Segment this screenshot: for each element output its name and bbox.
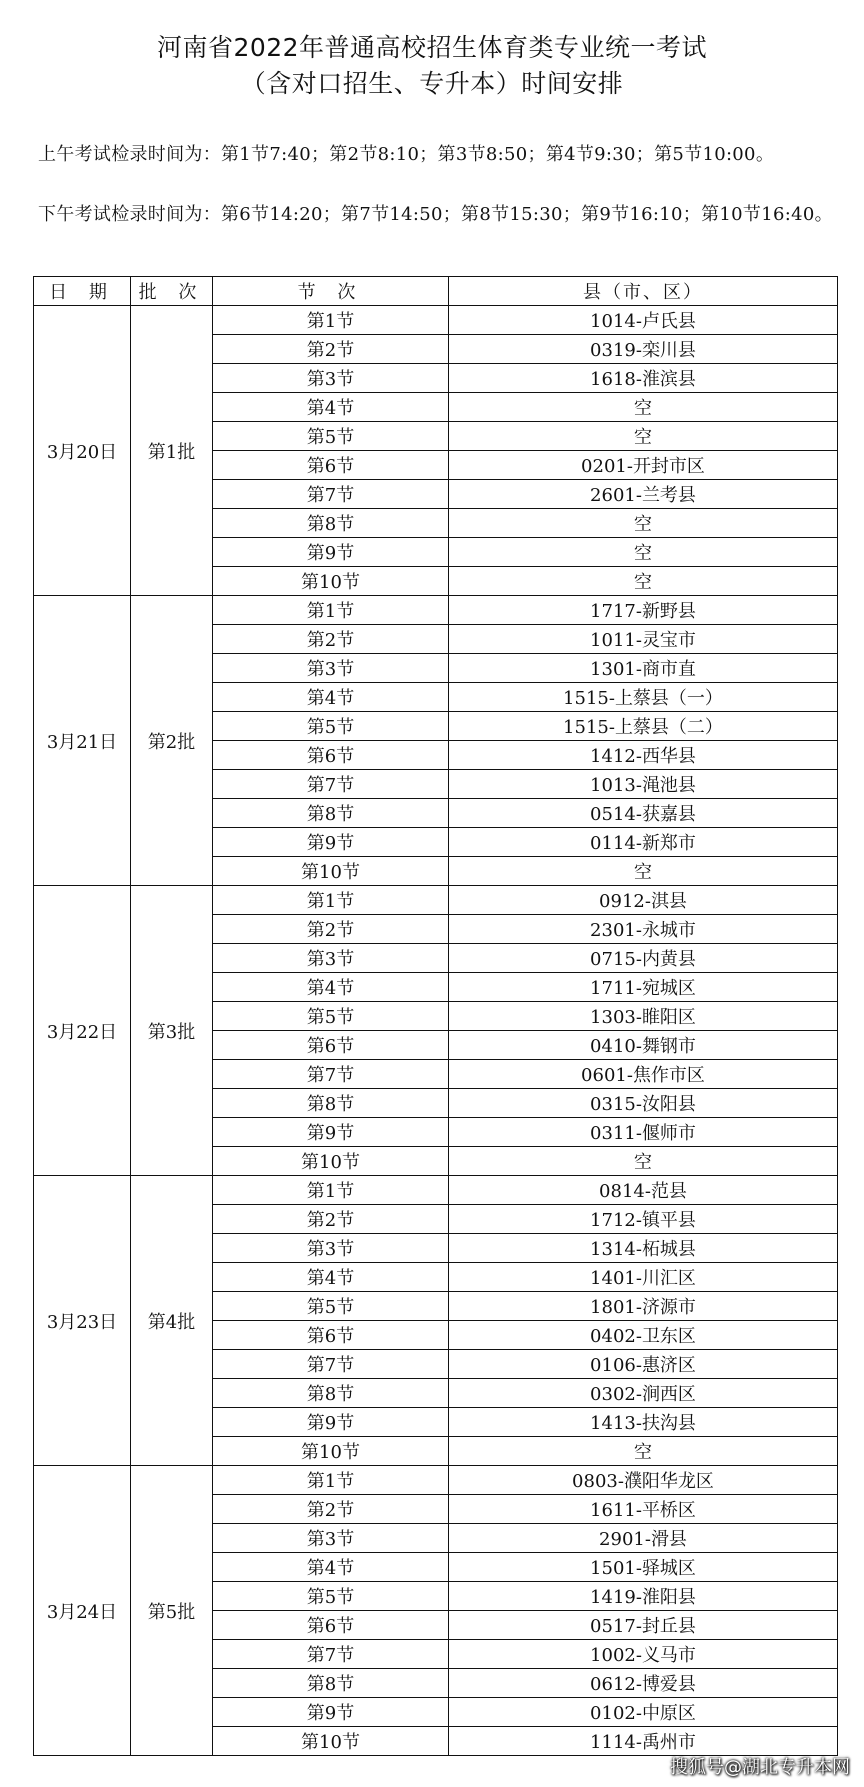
date-cell: 3月20日 [34, 306, 131, 596]
table-header-row [34, 277, 838, 306]
table-row [34, 306, 838, 335]
session-cell: 第3节 [213, 1524, 449, 1553]
session-cell: 第6节 [213, 451, 449, 480]
county-cell: 0410-舞钢市 [449, 1031, 838, 1060]
session-cell: 第6节 [213, 1031, 449, 1060]
session-cell: 第3节 [213, 1234, 449, 1263]
session-cell: 第8节 [213, 509, 449, 538]
county-cell: 0715-内黄县 [449, 944, 838, 973]
session-cell: 第9节 [213, 538, 449, 567]
county-cell: 1618-淮滨县 [449, 364, 838, 393]
session-cell: 第9节 [213, 1118, 449, 1147]
county-cell: 0302-涧西区 [449, 1379, 838, 1408]
county-cell: 1013-渑池县 [449, 770, 838, 799]
table-row [34, 596, 838, 625]
session-cell: 第10节 [213, 857, 449, 886]
county-cell: 0514-获嘉县 [449, 799, 838, 828]
county-cell: 0106-惠济区 [449, 1350, 838, 1379]
batch-cell: 第3批 [131, 886, 213, 1176]
session-cell: 第2节 [213, 335, 449, 364]
county-cell: 空 [449, 857, 838, 886]
session-cell: 第7节 [213, 480, 449, 509]
session-cell: 第4节 [213, 393, 449, 422]
session-cell: 第5节 [213, 1582, 449, 1611]
batch-cell: 第5批 [131, 1466, 213, 1756]
session-cell: 第10节 [213, 1147, 449, 1176]
session-cell: 第10节 [213, 567, 449, 596]
county-cell: 1712-镇平县 [449, 1205, 838, 1234]
date-cell: 3月23日 [34, 1176, 131, 1466]
batch-cell: 第1批 [131, 306, 213, 596]
header-county: 县（市、区） [449, 277, 838, 306]
county-cell: 0201-开封市区 [449, 451, 838, 480]
session-cell: 第10节 [213, 1727, 449, 1756]
session-cell: 第7节 [213, 770, 449, 799]
county-cell: 空 [449, 393, 838, 422]
header-batch: 批 次 [131, 277, 213, 306]
county-cell: 1301-商市直 [449, 654, 838, 683]
date-cell: 3月21日 [34, 596, 131, 886]
session-cell: 第1节 [213, 1176, 449, 1205]
session-cell: 第10节 [213, 1437, 449, 1466]
date-cell: 3月22日 [34, 886, 131, 1176]
county-cell: 1611-平桥区 [449, 1495, 838, 1524]
county-cell: 0601-焦作市区 [449, 1060, 838, 1089]
county-cell: 空 [449, 1147, 838, 1176]
session-cell: 第6节 [213, 741, 449, 770]
county-cell: 1014-卢氏县 [449, 306, 838, 335]
session-cell: 第2节 [213, 915, 449, 944]
county-cell: 1002-义马市 [449, 1640, 838, 1669]
session-cell: 第4节 [213, 683, 449, 712]
watermark: 搜狐号@湖北专升本网 [670, 1757, 850, 1778]
county-cell: 2901-滑县 [449, 1524, 838, 1553]
county-cell: 空 [449, 538, 838, 567]
session-cell: 第4节 [213, 1263, 449, 1292]
county-cell: 1314-柘城县 [449, 1234, 838, 1263]
session-cell: 第9节 [213, 1698, 449, 1727]
county-cell: 1303-睢阳区 [449, 1002, 838, 1031]
session-cell: 第8节 [213, 1379, 449, 1408]
county-cell: 1412-西华县 [449, 741, 838, 770]
county-cell: 0315-汝阳县 [449, 1089, 838, 1118]
session-cell: 第1节 [213, 886, 449, 915]
county-cell: 1401-川汇区 [449, 1263, 838, 1292]
table-row [34, 1176, 838, 1205]
county-cell: 空 [449, 509, 838, 538]
morning-checkin-times: 上午考试检录时间为：第1节7:40；第2节8:10；第3节8:50；第4节9:30；第5节10:00。 [38, 144, 775, 165]
batch-cell: 第2批 [131, 596, 213, 886]
header-date: 日 期 [34, 277, 131, 306]
session-cell: 第7节 [213, 1060, 449, 1089]
county-cell: 2601-兰考县 [449, 480, 838, 509]
county-cell: 1801-济源市 [449, 1292, 838, 1321]
county-cell: 0803-濮阳华龙区 [449, 1466, 838, 1495]
table-row [34, 886, 838, 915]
session-cell: 第9节 [213, 1408, 449, 1437]
county-cell: 1114-禹州市 [449, 1727, 838, 1756]
batch-cell: 第4批 [131, 1176, 213, 1466]
afternoon-checkin-times: 下午考试检录时间为：第6节14:20；第7节14:50；第8节15:30；第9节16:10；第10节16:40。 [38, 204, 833, 225]
table-row [34, 1466, 838, 1495]
date-cell: 3月24日 [34, 1466, 131, 1756]
county-cell: 1501-驿城区 [449, 1553, 838, 1582]
session-cell: 第7节 [213, 1640, 449, 1669]
session-cell: 第2节 [213, 1495, 449, 1524]
session-cell: 第1节 [213, 596, 449, 625]
header-session: 节 次 [213, 277, 449, 306]
session-cell: 第9节 [213, 828, 449, 857]
county-cell: 0319-栾川县 [449, 335, 838, 364]
county-cell: 1717-新野县 [449, 596, 838, 625]
session-cell: 第2节 [213, 1205, 449, 1234]
county-cell: 0912-淇县 [449, 886, 838, 915]
session-cell: 第5节 [213, 422, 449, 451]
session-cell: 第3节 [213, 654, 449, 683]
county-cell: 0517-封丘县 [449, 1611, 838, 1640]
session-cell: 第2节 [213, 625, 449, 654]
county-cell: 1011-灵宝市 [449, 625, 838, 654]
session-cell: 第4节 [213, 973, 449, 1002]
county-cell: 1413-扶沟县 [449, 1408, 838, 1437]
document-subtitle: （含对口招生、专升本）时间安排 [240, 69, 624, 98]
county-cell: 0114-新郑市 [449, 828, 838, 857]
session-cell: 第7节 [213, 1350, 449, 1379]
county-cell: 0402-卫东区 [449, 1321, 838, 1350]
session-cell: 第3节 [213, 364, 449, 393]
county-cell: 0814-范县 [449, 1176, 838, 1205]
session-cell: 第8节 [213, 1669, 449, 1698]
county-cell: 1515-上蔡县（一） [449, 683, 838, 712]
county-cell: 1515-上蔡县（二） [449, 712, 838, 741]
document-title: 河南省2022年普通高校招生体育类专业统一考试 [156, 33, 708, 62]
county-cell: 1419-淮阳县 [449, 1582, 838, 1611]
table-body [34, 306, 838, 1756]
session-cell: 第5节 [213, 1002, 449, 1031]
county-cell: 0102-中原区 [449, 1698, 838, 1727]
county-cell: 0612-博爱县 [449, 1669, 838, 1698]
session-cell: 第1节 [213, 1466, 449, 1495]
county-cell: 0311-偃师市 [449, 1118, 838, 1147]
county-cell: 空 [449, 1437, 838, 1466]
county-cell: 空 [449, 567, 838, 596]
session-cell: 第8节 [213, 1089, 449, 1118]
session-cell: 第5节 [213, 712, 449, 741]
county-cell: 2301-永城市 [449, 915, 838, 944]
county-cell: 1711-宛城区 [449, 973, 838, 1002]
session-cell: 第5节 [213, 1292, 449, 1321]
session-cell: 第1节 [213, 306, 449, 335]
session-cell: 第6节 [213, 1321, 449, 1350]
exam-schedule-table [33, 276, 838, 1756]
session-cell: 第4节 [213, 1553, 449, 1582]
session-cell: 第6节 [213, 1611, 449, 1640]
session-cell: 第8节 [213, 799, 449, 828]
session-cell: 第3节 [213, 944, 449, 973]
county-cell: 空 [449, 422, 838, 451]
